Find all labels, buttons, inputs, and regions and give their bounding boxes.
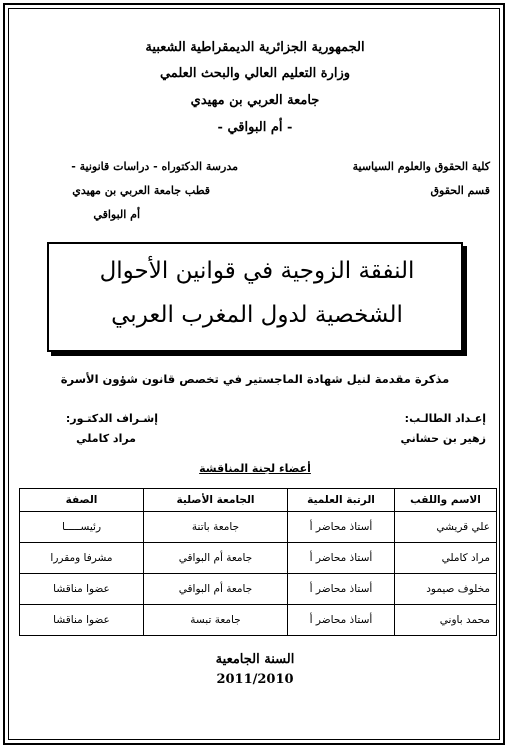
- member-role: مشرفا ومقررا: [20, 543, 144, 574]
- member-role: عضوا مناقشا: [20, 605, 144, 636]
- member-name: مخلوف صيمود: [395, 574, 497, 605]
- table-row: [20, 574, 497, 605]
- member-university: جامعة باتنة: [144, 512, 288, 543]
- jury-table: [19, 488, 497, 636]
- table-row: [20, 512, 497, 543]
- table-row: [20, 605, 497, 636]
- member-rank: أستاذ محاضر أ: [288, 605, 395, 636]
- member-role: رئيســـــا: [20, 512, 144, 543]
- member-university: جامعة تبسة: [144, 605, 288, 636]
- jury-title: أعضاء لجنة المناقشة: [199, 462, 311, 475]
- republic-name: الجمهورية الجزائرية الديمقراطية الشعبية: [145, 40, 365, 55]
- student-name: زهير بن حشاني: [400, 432, 486, 445]
- member-name: علي قريشي: [395, 512, 497, 543]
- thesis-title-line2: الشخصية لدول المغرب العربي: [111, 302, 403, 328]
- university-name: جامعة العربي بن مهيدي: [190, 93, 320, 108]
- department-name: قسم الحقوق: [430, 184, 490, 197]
- member-university: جامعة أم البواقي: [144, 543, 288, 574]
- supervisor-label: إشـراف الدكتـور:: [65, 412, 158, 425]
- member-role: عضوا مناقشا: [20, 574, 144, 605]
- member-rank: أستاذ محاضر أ: [288, 574, 395, 605]
- col-name: الاسم واللقب: [395, 489, 497, 512]
- university-city: - أم البواقي -: [217, 120, 293, 135]
- pole-city: أم البواقي: [93, 208, 140, 221]
- member-rank: أستاذ محاضر أ: [288, 512, 395, 543]
- col-rank: الرتبة العلمية: [288, 489, 395, 512]
- table-row: [20, 543, 497, 574]
- col-role: الصفة: [20, 489, 144, 512]
- faculty-name: كلية الحقوق والعلوم السياسية: [352, 160, 490, 173]
- supervisor-name: مراد كاملي: [76, 432, 136, 445]
- member-name: مراد كاملي: [395, 543, 497, 574]
- thesis-title-box: [47, 242, 463, 352]
- student-label: إعـداد الطالـب:: [404, 412, 486, 425]
- member-name: محمد باوني: [395, 605, 497, 636]
- member-university: جامعة أم البواقي: [144, 574, 288, 605]
- academic-year: 2011/2010: [216, 672, 294, 687]
- col-university: الجامعة الأصلية: [144, 489, 288, 512]
- thesis-title-line1: النفقة الزوجية في قوانين الأحوال: [99, 258, 415, 284]
- academic-year-label: السنة الجامعية: [215, 652, 295, 667]
- thesis-subtitle: مذكرة مقدمة لنيل شهادة الماجستير في تخصص قانون شؤون الأسرة: [60, 372, 450, 386]
- ministry-name: وزارة التعليم العالي والبحث العلمي: [159, 66, 351, 81]
- doctoral-school: مدرسة الدكتوراه - دراسات قانونية -: [71, 160, 238, 173]
- member-rank: أستاذ محاضر أ: [288, 543, 395, 574]
- university-pole: قطب جامعة العربي بن مهيدي: [72, 184, 210, 197]
- jury-header-row: [20, 489, 497, 512]
